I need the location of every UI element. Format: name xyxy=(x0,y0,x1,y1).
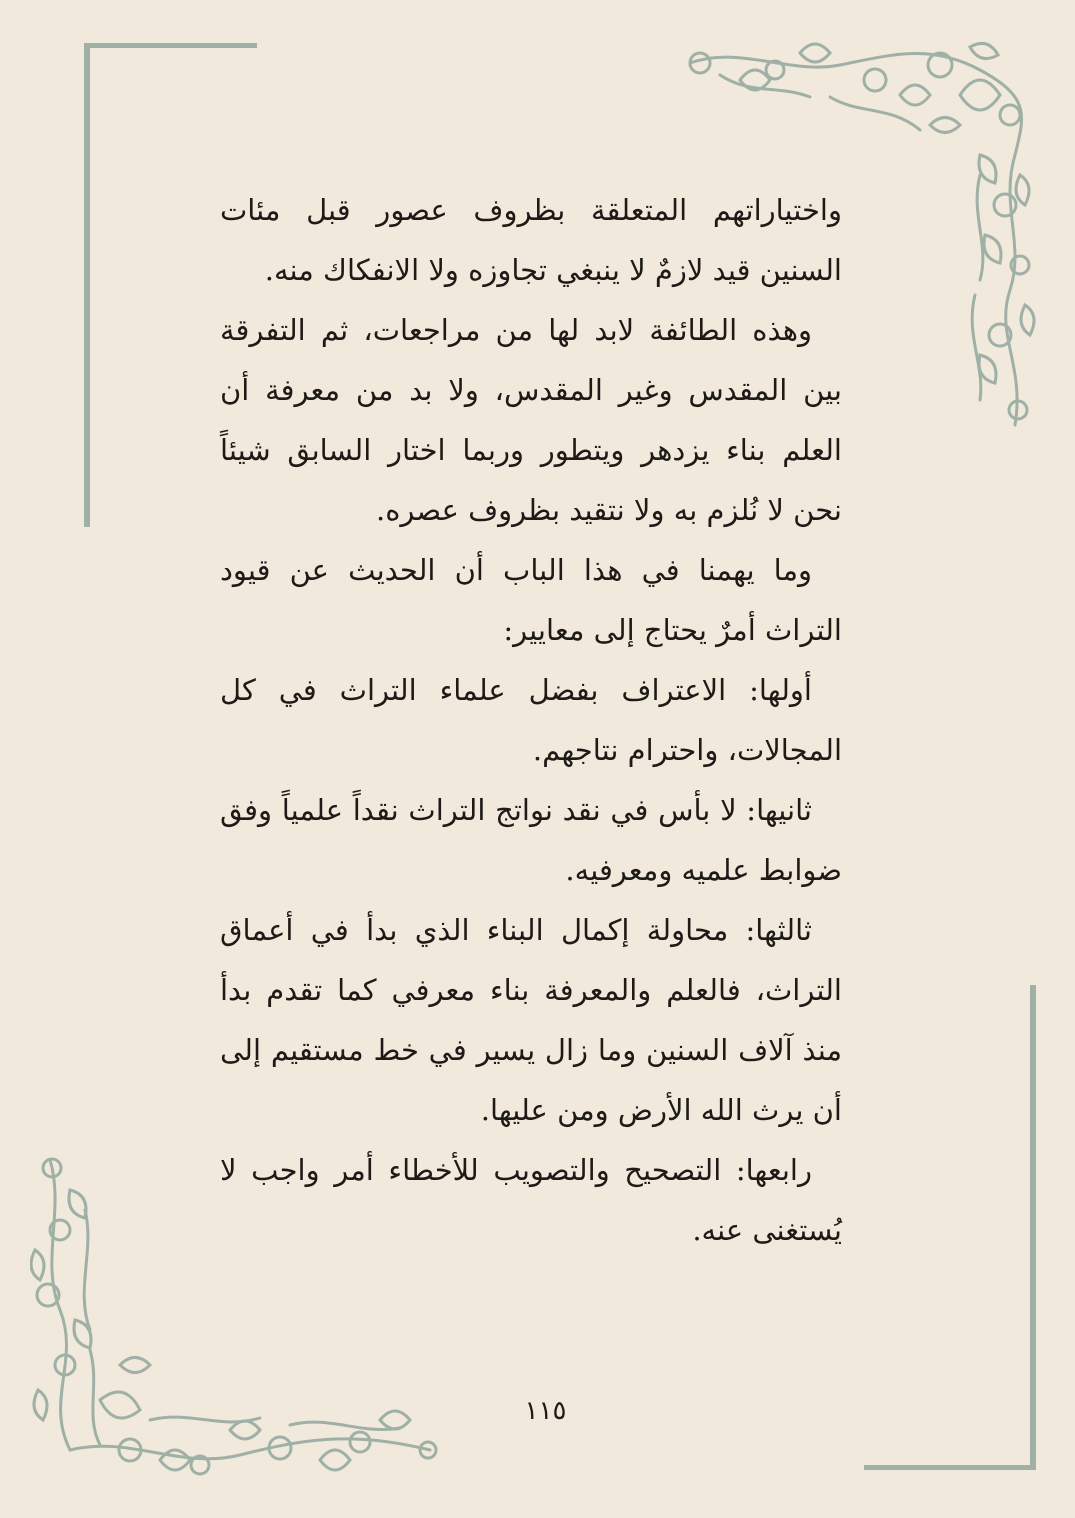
paragraph: وما يهمنا في هذا الباب أن الحديث عن قيود التراث أمرٌ يحتاج إلى معايير: xyxy=(220,553,842,647)
frame-top-left-vertical xyxy=(84,43,90,527)
page-body-text xyxy=(220,180,842,1260)
criterion-second: ثانيها: لا بأس في نقد نواتج التراث نقداً علمياً وفق ضوابط علميه ومعرفيه. xyxy=(220,793,842,887)
criterion-fourth: رابعها: التصحيح والتصويب للأخطاء أمر واجب لا يُستغنى عنه. xyxy=(220,1153,842,1247)
page-number: ١١٥ xyxy=(524,1396,567,1426)
criterion-first: أولها: الاعتراف بفضل علماء التراث في كل المجالات، واحترام نتاجهم. xyxy=(220,673,842,767)
frame-bottom-right-horizontal xyxy=(864,1465,1036,1470)
frame-top-left-horizontal xyxy=(84,43,257,48)
paragraph-continuation: واختياراتهم المتعلقة بظروف عصور قبل مئات السنين قيد لازمٌ لا ينبغي تجاوزه ولا الانفكاك منه. xyxy=(220,193,842,287)
paragraph: وهذه الطائفة لابد لها من مراجعات، ثم التفرقة بين المقدس وغير المقدس، ولا بد من معرفة أن العلم بناء يزدهر ويتطور وربما اختار السابق شيئاً نحن لا نُلزم به ولا نتقيد بظروف عصره. xyxy=(220,313,842,527)
criterion-third: ثالثها: محاولة إكمال البناء الذي بدأ في أعماق التراث، فالعلم والمعرفة بناء معرفي كما تقدم بدأ منذ آلاف السنين وما زال يسير في خط مستقيم إلى أن يرث الله الأرض ومن عليها. xyxy=(220,913,842,1127)
